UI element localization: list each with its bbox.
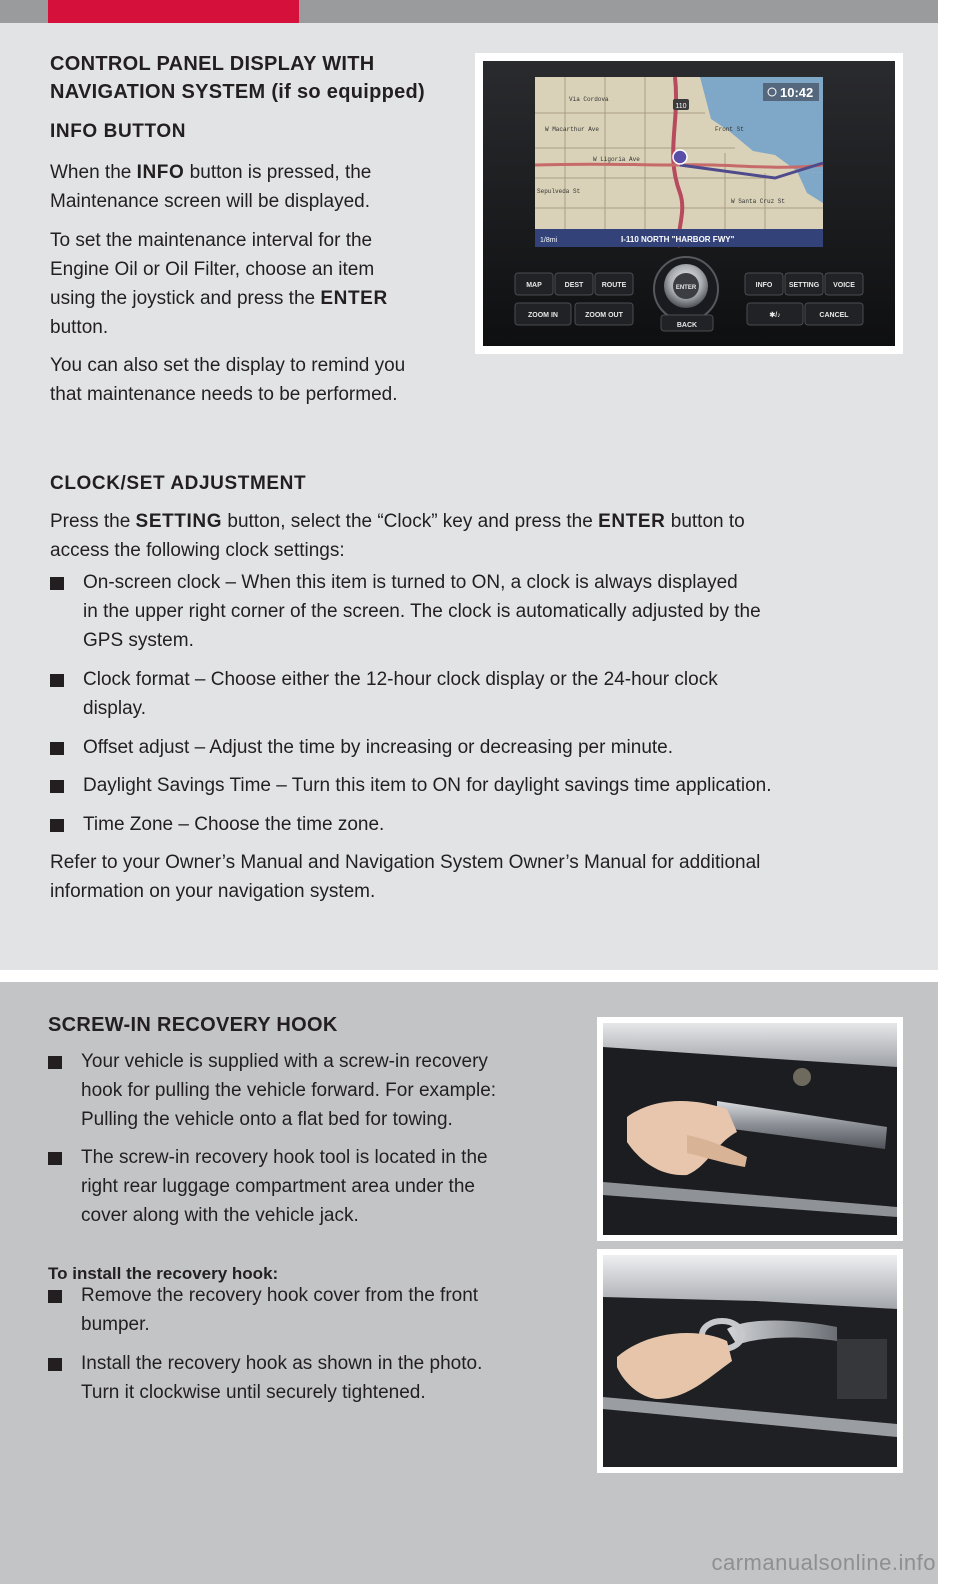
nav-scale: 1/8mi bbox=[540, 237, 558, 244]
street-label-2: W Macarthur Ave bbox=[545, 126, 600, 133]
street-label-4: W Santa Cruz St bbox=[731, 198, 786, 205]
info-paragraph-1: When the INFO button is pressed, the Maintenance screen will be displayed. bbox=[50, 162, 372, 212]
nav-button-setting: SETTING bbox=[788, 282, 820, 289]
nav-route-label: I-110 NORTH "HARBOR FWY" bbox=[621, 235, 735, 244]
info-paragraph-3: You can also set the display to remind you that maintenance needs to be performed. bbox=[50, 355, 406, 405]
top-bar-accent bbox=[48, 0, 299, 23]
clock-set-heading: CLOCK/SET ADJUSTMENT bbox=[50, 473, 307, 494]
recovery-hook-heading: SCREW-IN RECOVERY HOOK bbox=[48, 1014, 338, 1036]
clock-item-onscreen: On-screen clock – When this item is turned to ON, a clock is always displayed in the upper right corner of the screen. The clock is automatically adjusted by the GPS system. bbox=[50, 568, 903, 655]
street-label-1: Via Cordova bbox=[569, 96, 609, 103]
nav-button-map: MAP bbox=[526, 282, 542, 289]
street-label-3: W Ligoria Ave bbox=[593, 156, 640, 163]
section-title bbox=[50, 50, 425, 106]
clock-item-format: Clock format – Choose either the 12-hour clock display or the 24-hour clock display. bbox=[50, 665, 903, 723]
photo-remove-cover bbox=[597, 1017, 903, 1241]
install-step-remove-cover: Remove the recovery hook cover from the front bumper. bbox=[48, 1281, 591, 1339]
clock-outro: Refer to your Owner’s Manual and Navigation System Owner’s Manual for additional information on your navigation system. bbox=[50, 852, 761, 902]
info-paragraph-2: To set the maintenance interval for the Engine Oil or Oil Filter, choose an item using the joystick and press the ENTER button. bbox=[50, 230, 388, 338]
photo-remove-cover-frame bbox=[597, 1017, 903, 1241]
nav-button-cancel: CANCEL bbox=[819, 312, 849, 319]
section-title-line-1: CONTROL PANEL DISPLAY WITH bbox=[50, 53, 375, 75]
install-step-install-hook: Install the recovery hook as shown in the photo. Turn it clockwise until securely tightened. bbox=[48, 1349, 591, 1407]
right-margin bbox=[938, 0, 960, 1584]
nav-button-brightness: ✱/♪ bbox=[769, 312, 781, 319]
highway-shield-label: 110 bbox=[675, 103, 687, 110]
install-heading: To install the recovery hook: bbox=[48, 1264, 279, 1283]
section-title-line-2: NAVIGATION SYSTEM (if so equipped) bbox=[50, 81, 426, 103]
photo-install-hook-frame bbox=[597, 1249, 903, 1473]
watermark: carmanualsonline.info bbox=[711, 1550, 936, 1575]
nav-photo-frame bbox=[475, 53, 903, 354]
street-label-6: Front St bbox=[715, 126, 744, 133]
nav-clock: 10:42 bbox=[780, 85, 814, 100]
top-bar bbox=[0, 0, 938, 23]
nav-button-zoom-in: ZOOM IN bbox=[528, 312, 558, 319]
hook-item-supplied: Your vehicle is supplied with a screw-in recovery hook for pulling the vehicle forward. For example: Pulling the vehicle onto a flat bed for towing. bbox=[48, 1047, 591, 1134]
clock-item-timezone: Time Zone – Choose the time zone. bbox=[50, 810, 903, 839]
nav-button-route: ROUTE bbox=[601, 282, 627, 289]
nav-button-zoom-out: ZOOM OUT bbox=[585, 312, 623, 319]
clock-item-dst: Daylight Savings Time – Turn this item to ON for daylight savings time application. bbox=[50, 771, 923, 800]
nav-button-dest: DEST bbox=[564, 282, 584, 289]
nav-enter-knob: ENTER bbox=[675, 285, 697, 291]
street-label-5: Sepulveda St bbox=[537, 188, 581, 195]
nav-button-info: INFO bbox=[755, 282, 773, 289]
photo-install-hook bbox=[597, 1249, 903, 1473]
clock-item-offset: Offset adjust – Adjust the time by increasing or decreasing per minute. bbox=[50, 733, 903, 762]
info-button-heading: INFO BUTTON bbox=[50, 121, 187, 142]
clock-intro: Press the SETTING button, select the “Clock” key and press the ENTER button to access the following clock settings: bbox=[50, 511, 745, 561]
nav-control-panel-photo bbox=[475, 53, 903, 354]
nav-button-voice: VOICE bbox=[833, 282, 855, 289]
hook-item-location: The screw-in recovery hook tool is located in the right rear luggage compartment area under the cover along with the vehicle jack. bbox=[48, 1143, 591, 1230]
nav-button-back: BACK bbox=[676, 322, 698, 329]
